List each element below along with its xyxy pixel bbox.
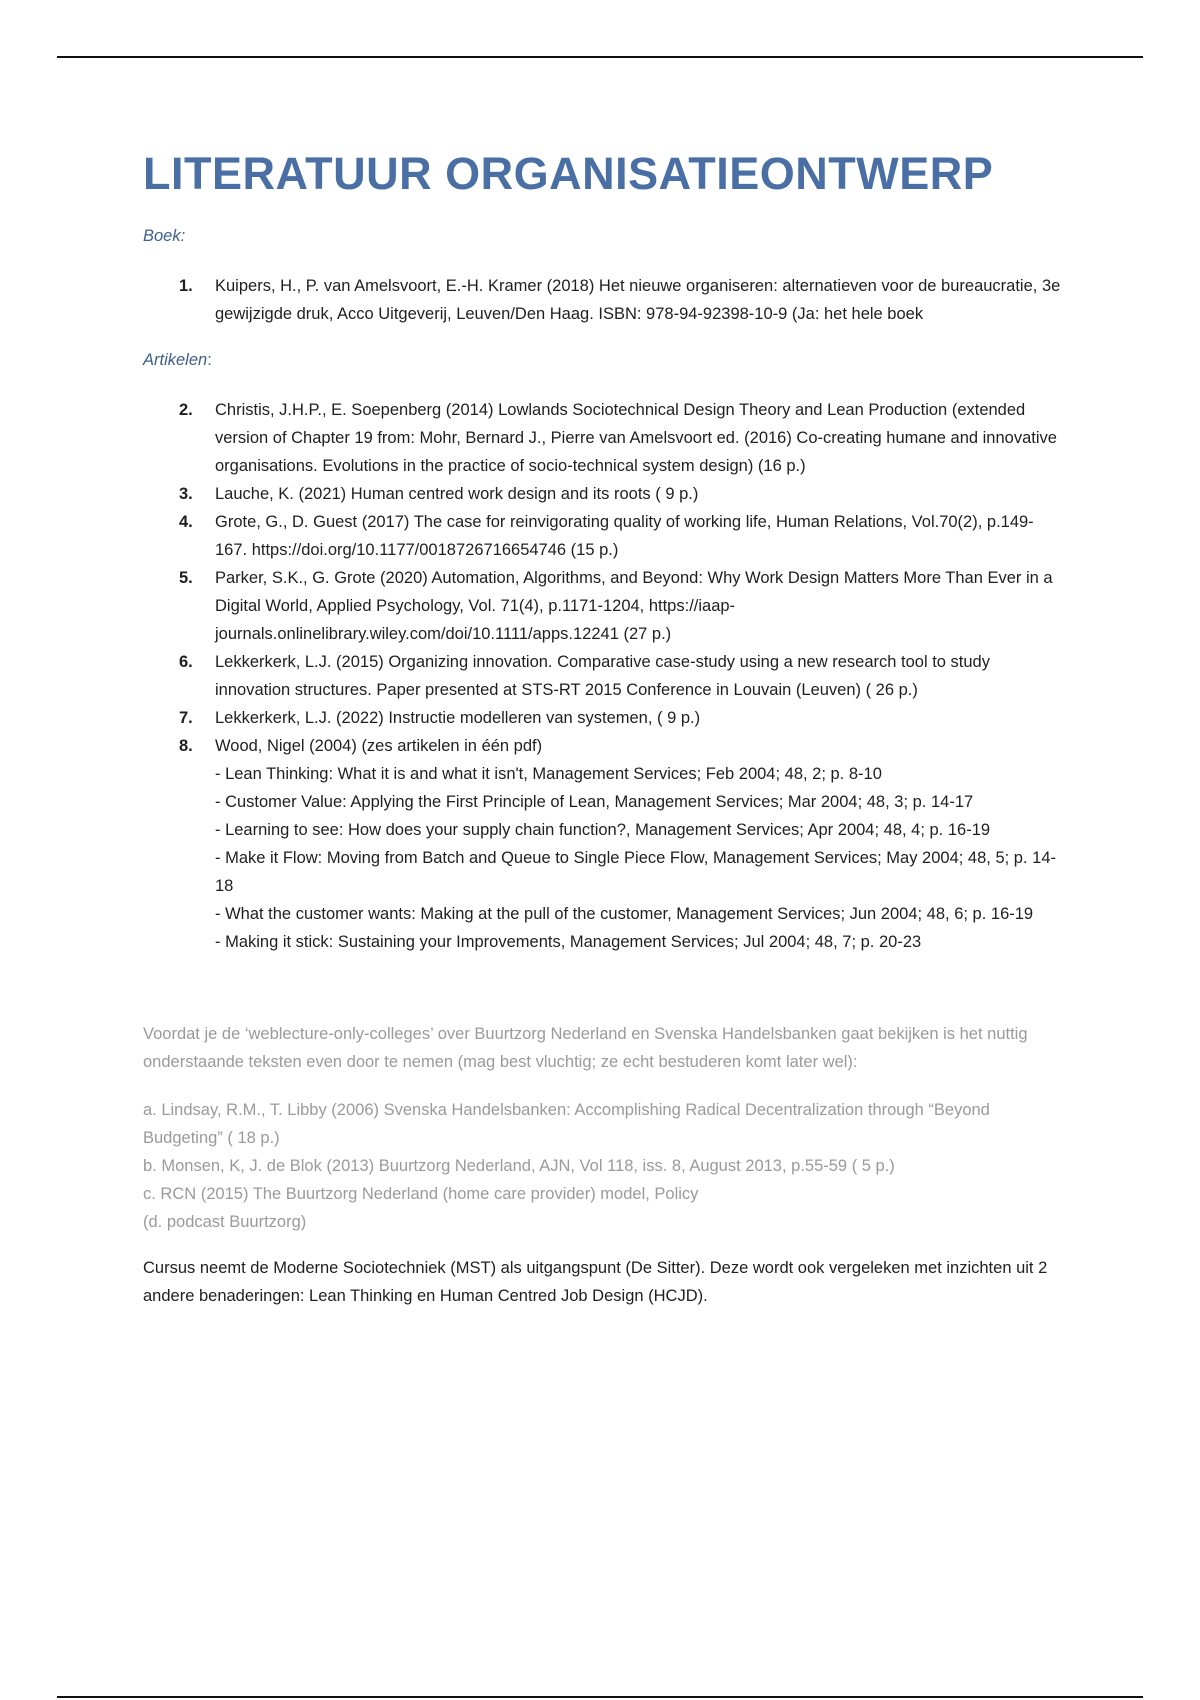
reference-number: 6. [179, 653, 193, 671]
articles-list [143, 396, 1063, 956]
reference-text: Parker, S.K., G. Grote (2020) Automation, Algorithms, and Beyond: Why Work Design Matters More Than Ever in a Digital World, Applied Psychology, Vol. 71(4), p.1171-1204, https://iaap-journals.onlinelibrary.wiley.com/doi/10.1111/apps.12241 (27 p.) [215, 569, 1053, 643]
reference-text: Grote, G., D. Guest (2017) The case for reinvigorating quality of working life, Human Relations, Vol.70(2), p.149-167. https://doi.org/10.1177/0018726716654746 (15 p.) [215, 513, 1034, 559]
reference-text: Lauche, K. (2021) Human centred work design and its roots ( 9 p.) [215, 485, 699, 503]
reference-text: Lekkerkerk, L.J. (2015) Organizing innovation. Comparative case-study using a new research tool to study innovation structures. Paper presented at STS-RT 2015 Conference in Louvain (Leuven) ( 26 p.) [215, 653, 990, 699]
articles-section-label: Artikelen: [143, 351, 212, 369]
reference-item [143, 564, 1063, 648]
intro-paragraph: Voordat je de ‘weblecture-only-colleges’ over Buurtzorg Nederland en Svenska Handelsbanken gaat bekijken is het nuttig onderstaande teksten even door te nemen (mag best vluchtig; ze echt bestuderen komt later wel): [143, 1025, 1028, 1071]
reference-number: 8. [179, 737, 193, 755]
reading-item: b. Monsen, K, J. de Blok (2013) Buurtzorg Nederland, AJN, Vol 118, iss. 8, August 2013, p.55-59 ( 5 p.) [143, 1157, 895, 1175]
reference-text: Kuipers, H., P. van Amelsvoort, E.-H. Kramer (2018) Het nieuwe organiseren: alternatieven voor de bureaucratie, 3e gewijzigde druk, Acco Uitgeverij, Leuven/Den Haag. ISBN: 978-94-92398-10-9 (Ja: het hele boek [215, 277, 1061, 323]
reference-item [143, 480, 1063, 508]
book-list [143, 272, 1063, 328]
reference-number: 2. [179, 401, 193, 419]
reference-text: Wood, Nigel (2004) (zes artikelen in één pdf) [215, 737, 543, 755]
reference-number: 5. [179, 569, 193, 587]
reference-item [143, 508, 1063, 564]
reference-item [143, 648, 1063, 704]
reading-item: a. Lindsay, R.M., T. Libby (2006) Svenska Handelsbanken: Accomplishing Radical Decentralization through “Beyond Budgeting” ( 18 p.) [143, 1101, 990, 1147]
sub-reference: - Learning to see: How does your supply chain function?, Management Services; Apr 2004; 48, 4; p. 16-19 [215, 821, 991, 839]
sub-reference: - Make it Flow: Moving from Batch and Queue to Single Piece Flow, Management Services; May 2004; 48, 5; p. 14-18 [215, 849, 1056, 895]
top-rule [57, 56, 1143, 58]
reference-number: 7. [179, 709, 193, 727]
reference-item [143, 732, 1063, 956]
course-paragraph: Cursus neemt de Moderne Sociotechniek (MST) als uitgangspunt (De Sitter). Deze wordt ook vergeleken met inzichten uit 2 andere benaderingen: Lean Thinking en Human Centred Job Design (HCJD). [143, 1259, 1048, 1305]
sub-reference: - Lean Thinking: What it is and what it isn't, Management Services; Feb 2004; 48, 2; p. 8-10 [215, 765, 882, 783]
reference-number: 1. [179, 277, 193, 295]
reference-text: Lekkerkerk, L.J. (2022) Instructie modelleren van systemen, ( 9 p.) [215, 709, 701, 727]
page-title: LITERATUUR ORGANISATIEONTWERP [143, 148, 994, 199]
reading-item: (d. podcast Buurtzorg) [143, 1213, 307, 1231]
reference-item [143, 704, 1063, 732]
reference-item [143, 272, 1063, 328]
reference-text: Christis, J.H.P., E. Soepenberg (2014) Lowlands Sociotechnical Design Theory and Lean Production (extended version of Chapter 19 from: Mohr, Bernard J., Pierre van Amelsvoort ed. (2016) Co-creating humane and innovative organisations. Evolutions in the practice of socio-technical system design) (16 p.) [215, 401, 1057, 475]
sub-reference: - Making it stick: Sustaining your Improvements, Management Services; Jul 2004; 48, 7; p. 20-23 [215, 933, 922, 951]
reference-item [143, 396, 1063, 480]
readings-list [143, 1096, 1063, 1236]
book-section-label: Boek: [143, 227, 186, 245]
document-page [143, 146, 1063, 1327]
sub-reference: - Customer Value: Applying the First Principle of Lean, Management Services; Mar 2004; 48, 3; p. 14-17 [215, 793, 974, 811]
bottom-rule [57, 1696, 1143, 1698]
reference-number: 4. [179, 513, 193, 531]
sub-reference: - What the customer wants: Making at the pull of the customer, Management Services; Jun 2004; 48, 6; p. 16-19 [215, 905, 1034, 923]
reading-item: c. RCN (2015) The Buurtzorg Nederland (home care provider) model, Policy [143, 1185, 699, 1203]
reference-number: 3. [179, 485, 193, 503]
